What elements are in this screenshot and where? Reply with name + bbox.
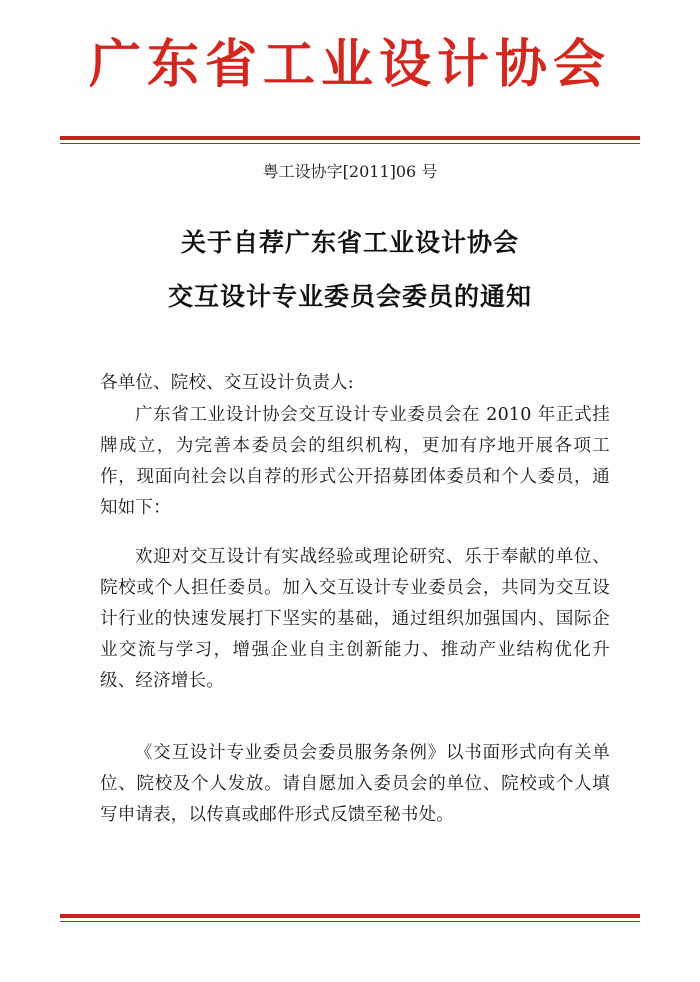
letterhead-organization-name: 广东省工业设计协会: [88, 34, 611, 95]
bottom-rule-thick-line: [60, 914, 640, 918]
body-paragraph-3: 《交互设计专业委员会委员服务条例》以书面形式向有关单位、院校及个人发放。请自愿加入委员会的单位、院校或个人填写申请表，以传真或邮件形式反馈至秘书处。: [100, 743, 610, 825]
notice-title-line-1: 关于自荐广东省工业设计协会: [180, 228, 519, 257]
top-rule-thick-line: [60, 136, 640, 140]
document-number: 粤工设协字[2011]06 号: [262, 162, 438, 181]
footer-bottom-rule: [60, 914, 640, 922]
letterhead-top-rule: [60, 136, 640, 144]
top-rule-thin-line: [60, 143, 640, 144]
salutation: 各单位、院校、交互设计负责人:: [100, 373, 354, 393]
body-paragraph-2: 欢迎对交互设计有实战经验或理论研究、乐于奉献的单位、院校或个人担任委员。加入交互设计专业委员会，共同为交互设计行业的快速发展打下坚实的基础，通过组织加强国内、国际企业交流与学习，增强企业自主创新能力、推动产业结构优化升级、经济增长。: [100, 547, 610, 691]
bottom-rule-thin-line: [60, 921, 640, 922]
body-paragraph-1: 广东省工业设计协会交互设计专业委员会在 2010 年正式挂牌成立，为完善本委员会的组织机构，更加有序地开展各项工作，现面向社会以自荐的形式公开招募团体委员和个人委员，通知如下：: [100, 405, 610, 518]
notice-title-line-2: 交互设计专业委员会委员的通知: [167, 282, 532, 311]
